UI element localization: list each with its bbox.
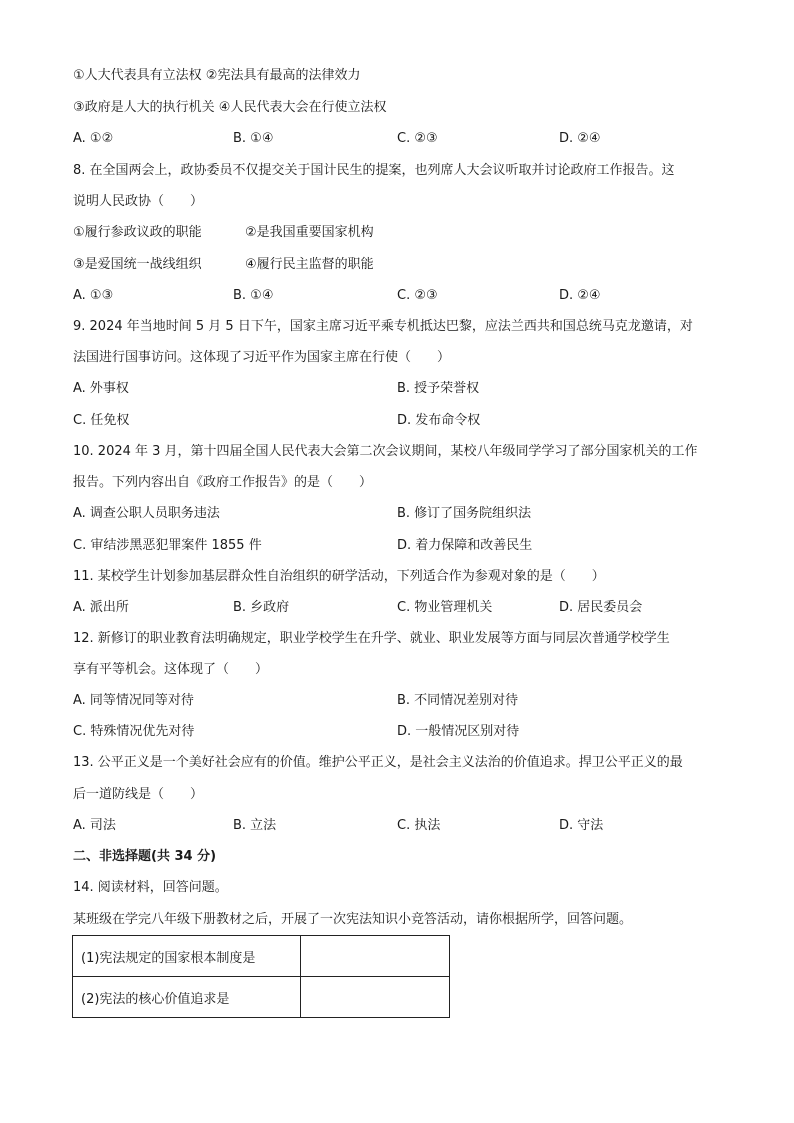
q12-option-b[interactable]: B. 不同情况差别对待 (397, 693, 519, 708)
q12-option-c[interactable]: C. 特殊情况优先对待 (73, 724, 195, 739)
q9-option-a[interactable]: A. 外事权 (73, 381, 129, 396)
q7-option-a[interactable]: A. ①② (73, 131, 114, 146)
q11-option-c[interactable]: C. 物业管理机关 (397, 600, 493, 615)
q13-option-a[interactable]: A. 司法 (73, 818, 116, 833)
q8-statement-1: ①履行参政议政的职能 (73, 225, 202, 240)
table-answer-cell[interactable] (301, 936, 450, 977)
q9-option-d[interactable]: D. 发布命令权 (397, 413, 481, 428)
q10-stem-line: 报告。下列内容出自《政府工作报告》的是（ ） (73, 475, 373, 490)
q9-stem-line: 法国进行国事访问。这体现了习近平作为国家主席在行使（ ） (73, 350, 451, 365)
q13-option-b[interactable]: B. 立法 (233, 818, 277, 833)
table-row (73, 936, 450, 977)
answer-table (72, 935, 450, 1018)
table-question-cell: (2)宪法的核心价值追求是 (73, 977, 301, 1018)
q10-option-b[interactable]: B. 修订了国务院组织法 (397, 506, 532, 521)
q11-stem-line: 11. 某校学生计划参加基层群众性自治组织的研学活动，下列适合作为参观对象的是（ ） (73, 569, 605, 584)
q14-stem: 14. 阅读材料，回答问题。 (73, 880, 228, 895)
q11-option-b[interactable]: B. 乡政府 (233, 600, 290, 615)
q8-statement-3: ③是爱国统一战线组织 (73, 257, 202, 272)
q10-option-a[interactable]: A. 调查公职人员职务违法 (73, 506, 220, 521)
q8-stem-line: 8. 在全国两会上，政协委员不仅提交关于国计民生的提案，也列席人大会议听取并讨论政府工作报告。这 (73, 163, 675, 178)
q8-stem-line: 说明人民政协（ ） (73, 194, 204, 209)
q9-option-b[interactable]: B. 授予荣誉权 (397, 381, 480, 396)
q8-statement-4: ④履行民主监督的职能 (245, 257, 374, 272)
q7-statement-line: ③政府是人大的执行机关 ④人民代表大会在行使立法权 (73, 100, 387, 115)
q12-option-a[interactable]: A. 同等情况同等对待 (73, 693, 194, 708)
q7-statement-line: ①人大代表具有立法权 ②宪法具有最高的法律效力 (73, 68, 361, 83)
q11-option-a[interactable]: A. 派出所 (73, 600, 129, 615)
q8-option-d[interactable]: D. ②④ (559, 288, 601, 303)
q7-option-c[interactable]: C. ②③ (397, 131, 438, 146)
q9-stem-line: 9. 2024 年当地时间 5 月 5 日下午，国家主席习近平乘专机抵达巴黎，应法兰西共和国总统马克龙邀请，对 (73, 319, 693, 334)
q8-option-c[interactable]: C. ②③ (397, 288, 438, 303)
q8-statement-2: ②是我国重要国家机构 (245, 225, 374, 240)
table-question-cell: (1)宪法规定的国家根本制度是 (73, 936, 301, 977)
q13-option-d[interactable]: D. 守法 (559, 818, 604, 833)
q12-stem-line: 享有平等机会。这体现了（ ） (73, 662, 269, 677)
q12-stem-line: 12. 新修订的职业教育法明确规定，职业学校学生在升学、就业、职业发展等方面与同层次普通学校学生 (73, 631, 670, 646)
q10-option-d[interactable]: D. 着力保障和改善民生 (397, 538, 533, 553)
q13-stem-line: 13. 公平正义是一个美好社会应有的价值。维护公平正义，是社会主义法治的价值追求。捍卫公平正义的最 (73, 755, 683, 770)
q10-option-c[interactable]: C. 审结涉黑恶犯罪案件 1855 件 (73, 538, 262, 553)
q7-option-d[interactable]: D. ②④ (559, 131, 601, 146)
q14-material: 某班级在学完八年级下册教材之后，开展了一次宪法知识小竞答活动，请你根据所学，回答问题。 (73, 912, 633, 927)
q13-stem-line: 后一道防线是（ ） (73, 787, 204, 802)
table-row (73, 977, 450, 1018)
q8-option-b[interactable]: B. ①④ (233, 288, 274, 303)
q7-option-b[interactable]: B. ①④ (233, 131, 274, 146)
section-heading: 二、非选择题(共 34 分) (73, 849, 217, 864)
table-answer-cell[interactable] (301, 977, 450, 1018)
q10-stem-line: 10. 2024 年 3 月，第十四届全国人民代表大会第二次会议期间，某校八年级同学学习了部分国家机关的工作 (73, 444, 698, 459)
q8-option-a[interactable]: A. ①③ (73, 288, 114, 303)
q11-option-d[interactable]: D. 居民委员会 (559, 600, 643, 615)
q9-option-c[interactable]: C. 任免权 (73, 413, 130, 428)
q13-option-c[interactable]: C. 执法 (397, 818, 441, 833)
q12-option-d[interactable]: D. 一般情况区别对待 (397, 724, 520, 739)
